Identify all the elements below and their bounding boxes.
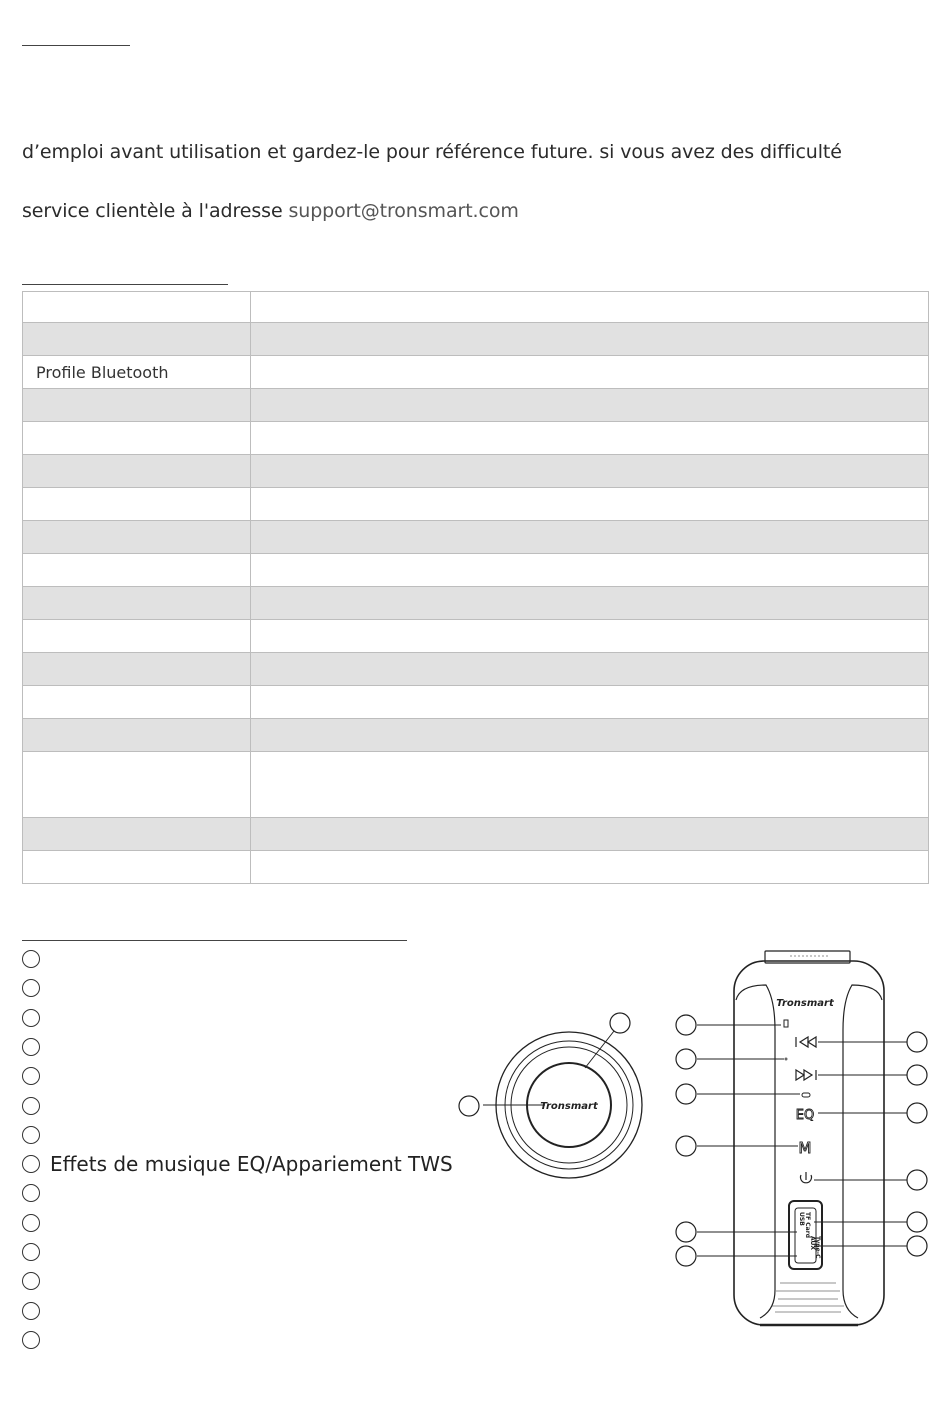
brand-logo-front: Tronsmart bbox=[776, 998, 834, 1009]
spec-row bbox=[23, 323, 929, 356]
spec-value bbox=[251, 356, 929, 389]
component-list-item bbox=[22, 1065, 50, 1087]
aux-port-label: AUX bbox=[809, 1236, 816, 1250]
spec-label bbox=[23, 521, 251, 554]
component-list-item bbox=[22, 977, 50, 999]
spec-label bbox=[23, 323, 251, 356]
component-list-item bbox=[22, 1095, 50, 1117]
spec-row bbox=[23, 653, 929, 686]
spec-value bbox=[251, 851, 929, 884]
spec-label bbox=[23, 587, 251, 620]
callout-circle bbox=[676, 1136, 696, 1156]
eq-button-label: EQ bbox=[795, 1108, 815, 1123]
led-indicator bbox=[802, 1093, 810, 1097]
speaker-diagram bbox=[440, 940, 950, 1360]
next-icon bbox=[796, 1070, 816, 1080]
component-list-item bbox=[22, 1036, 50, 1058]
spec-row bbox=[23, 455, 929, 488]
spec-label bbox=[23, 455, 251, 488]
spec-label bbox=[23, 620, 251, 653]
tf-card-port-label: TF Card bbox=[804, 1212, 811, 1238]
number-circle bbox=[22, 1126, 40, 1144]
number-circle bbox=[22, 1331, 40, 1349]
spec-row bbox=[23, 356, 929, 389]
mode-button-label: M bbox=[798, 1139, 812, 1157]
spec-label bbox=[23, 422, 251, 455]
brand-logo-top: Tronsmart bbox=[540, 1101, 598, 1112]
callout-circle bbox=[907, 1212, 927, 1232]
support-email-link[interactable]: support@tronsmart.com bbox=[288, 200, 519, 222]
specs-heading-underline bbox=[22, 284, 228, 285]
component-list-item bbox=[22, 1329, 50, 1351]
spec-value bbox=[251, 653, 929, 686]
number-circle bbox=[22, 979, 40, 997]
spec-label: Profile Bluetooth bbox=[23, 356, 251, 389]
spec-value bbox=[251, 389, 929, 422]
spec-value bbox=[251, 686, 929, 719]
number-circle bbox=[22, 1214, 40, 1232]
number-circle bbox=[22, 1009, 40, 1027]
power-icon bbox=[801, 1172, 812, 1183]
component-list-item bbox=[22, 1241, 50, 1263]
spec-row bbox=[23, 818, 929, 851]
spec-row bbox=[23, 620, 929, 653]
right-panel-curve bbox=[843, 985, 882, 1318]
spec-label bbox=[23, 719, 251, 752]
callout-circle bbox=[907, 1032, 927, 1052]
spec-value bbox=[251, 752, 929, 818]
component-list-item bbox=[22, 948, 50, 970]
spec-label bbox=[23, 488, 251, 521]
intro-line-1 bbox=[22, 141, 842, 163]
callout-circle bbox=[907, 1065, 927, 1085]
spec-value bbox=[251, 587, 929, 620]
intro-prefix: service clientèle à l'adresse bbox=[22, 200, 289, 222]
spec-row bbox=[23, 292, 929, 323]
component-list-item bbox=[22, 1300, 50, 1322]
spec-row bbox=[23, 851, 929, 884]
spec-row bbox=[23, 389, 929, 422]
callout-circle bbox=[610, 1013, 630, 1033]
left-panel-curve bbox=[736, 985, 775, 1318]
spec-label bbox=[23, 851, 251, 884]
callout-line bbox=[585, 1031, 614, 1068]
spec-label bbox=[23, 752, 251, 818]
usb-port-label: USB bbox=[798, 1212, 805, 1226]
type-c-port-label: Type-C bbox=[814, 1236, 821, 1259]
number-circle bbox=[22, 1243, 40, 1261]
spec-value bbox=[251, 719, 929, 752]
spec-value bbox=[251, 455, 929, 488]
spec-row bbox=[23, 521, 929, 554]
spec-label bbox=[23, 292, 251, 323]
spec-value bbox=[251, 818, 929, 851]
spec-row bbox=[23, 587, 929, 620]
callout-circle bbox=[676, 1015, 696, 1035]
spec-value bbox=[251, 488, 929, 521]
spec-row bbox=[23, 752, 929, 818]
intro-line-2 bbox=[22, 200, 519, 222]
component-list-item bbox=[22, 1153, 453, 1175]
component-list-item bbox=[22, 1212, 50, 1234]
spec-row bbox=[23, 422, 929, 455]
microphone-hole bbox=[785, 1058, 788, 1061]
spec-value bbox=[251, 292, 929, 323]
spec-label bbox=[23, 686, 251, 719]
callout-circle bbox=[676, 1084, 696, 1104]
spec-value bbox=[251, 422, 929, 455]
callout-circle bbox=[907, 1103, 927, 1123]
spec-table bbox=[22, 291, 929, 884]
spec-label bbox=[23, 818, 251, 851]
spec-row bbox=[23, 488, 929, 521]
number-circle bbox=[22, 1097, 40, 1115]
number-circle bbox=[22, 950, 40, 968]
previous-icon bbox=[796, 1037, 816, 1047]
component-list-item bbox=[22, 1182, 50, 1204]
callout-circle bbox=[676, 1049, 696, 1069]
spec-label bbox=[23, 554, 251, 587]
component-list-item bbox=[22, 1124, 50, 1146]
spec-row bbox=[23, 686, 929, 719]
spec-value bbox=[251, 620, 929, 653]
component-list-item bbox=[22, 1270, 50, 1292]
callout-circle bbox=[676, 1246, 696, 1266]
number-circle bbox=[22, 1302, 40, 1320]
spec-label bbox=[23, 389, 251, 422]
component-list-item bbox=[22, 1007, 50, 1029]
number-circle bbox=[22, 1067, 40, 1085]
nfc-icon bbox=[784, 1020, 788, 1027]
component-label: Effets de musique EQ/Appariement TWS bbox=[50, 1152, 453, 1177]
callout-circle bbox=[676, 1222, 696, 1242]
components-heading-underline bbox=[22, 940, 407, 941]
spec-row bbox=[23, 554, 929, 587]
title-underline bbox=[22, 45, 130, 46]
number-circle bbox=[22, 1038, 40, 1056]
spec-value bbox=[251, 521, 929, 554]
spec-label bbox=[23, 653, 251, 686]
number-circle bbox=[22, 1155, 40, 1173]
callout-circle bbox=[459, 1096, 479, 1116]
spec-value bbox=[251, 554, 929, 587]
spec-row bbox=[23, 719, 929, 752]
callout-circle bbox=[907, 1236, 927, 1256]
number-circle bbox=[22, 1184, 40, 1202]
number-circle bbox=[22, 1272, 40, 1290]
callout-circle bbox=[907, 1170, 927, 1190]
spec-value bbox=[251, 323, 929, 356]
intro-text: d’emploi avant utilisation et gardez-le pour référence future. si vous avez des difficulté bbox=[22, 141, 842, 163]
